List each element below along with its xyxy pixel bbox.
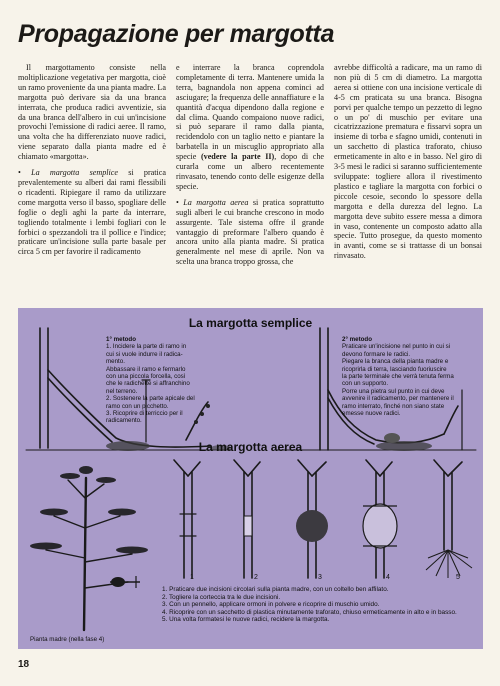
- caption-line: nel terreno.: [106, 387, 138, 395]
- page-number: 18: [18, 659, 30, 670]
- paragraph-aerea-detail: avrebbe difficoltà a radicare, ma un ramo di non più di 5 cm di diametro. La margotta aerea si ottiene con una incisione verticale di 4-5 cm praticata su una branca. Bisogna porvi per qualche tempo un pezzetto di legno o un po' di muschio per evitare una cicatrizzazione prematura e fissarvi sopra un insieme di torba e sfagno umidi, contenuti in un sacchetto di plastica traforato, chiuso ermeticamente in alto e in basso. Nel giro di 3-5 mesi le radici si saranno sufficientemente sviluppate: togliere allora il rivestimento plastico e tagliare la margotta con forbici o piccole cesoie, secondo lo spessore della margotta e della durezza del legno. La margotta deve subito essere messa a dimora in vaso, contenente un composto adatto alla specie. Tutto prosegue, da questo momento in avanti, come se si trattasse di un bonsai rinvasato.: [334, 63, 482, 261]
- bullet-glyph: •: [18, 168, 32, 178]
- caption-mother-plant: Pianta madre (nella fase 4): [30, 636, 105, 643]
- paragraph-margotta-semplice: [18, 168, 166, 257]
- step-item: 2. Togliere la corteccia tra le due incisioni.: [162, 593, 281, 601]
- caption-line: con un supporto.: [342, 380, 389, 388]
- article-body: [18, 63, 482, 307]
- cross-reference: (vedere la parte II): [200, 152, 275, 162]
- heading-margotta-aerea: La margotta aerea: [198, 440, 303, 454]
- caption-line: devono formare le radici.: [342, 350, 411, 358]
- caption-line: 2. Sostenere la parte apicale del: [106, 395, 195, 403]
- caption-line: Porre una pietra sul punto in cui deve: [342, 387, 445, 395]
- caption-line: Praticare un'incisione nel punto in cui si: [342, 343, 451, 351]
- illustration-panel: [18, 308, 483, 649]
- text-column-3: [334, 63, 482, 307]
- paragraph-text: e interrare la branca coprendola completamente di terra. Mantenere umida la terra, bagnandola non appena cominci ad asciugare; la frequenza delle annaffiature e la quantità d'acqua dipendono dalla regione e dal clima. Quando compaiono nuove radici, si può separare il ramo dalla pianta, recidendolo con un taglio netto e piantare la barbatella in un miscuglio appropriato alla specie: [176, 63, 324, 162]
- caption-line: avvenire il radicamento, per mantenere il: [342, 395, 454, 403]
- term-margotta-semplice: La margotta semplice: [31, 168, 119, 178]
- caption-line: con una piccola forcella, così: [106, 373, 186, 381]
- caption-line: 3. Ricoprire di terriccio per il: [106, 410, 183, 418]
- bullet-glyph: •: [176, 197, 184, 207]
- stage-number-4: 4: [386, 574, 390, 581]
- caption-line: ramo interrato, finché non siano state: [342, 402, 445, 410]
- stage-number-2: 2: [254, 574, 258, 581]
- caption-header: 2° metodo: [342, 336, 372, 343]
- caption-line: che le radichette si affranchino: [106, 380, 190, 388]
- caption-line: emesse nuove radici.: [342, 410, 401, 418]
- caption-line: Abbassare il ramo e fermarlo: [106, 365, 186, 373]
- page-title: Propagazione per margotta: [18, 20, 335, 48]
- paragraph-continuation: [176, 63, 324, 192]
- step-item: 5. Una volta formatesi le nuove radici, recidere la margotta.: [162, 616, 330, 623]
- illustration-mother-tree: [24, 458, 159, 633]
- caption-line: 1. Incidere la parte di ramo in: [106, 343, 187, 351]
- caption-line: radicamento.: [106, 417, 142, 425]
- step-item: 4. Ricoprire con un sacchetto di plastica minutamente traforato, chiuso ermeticamente in alto e in basso.: [162, 608, 457, 616]
- illustration-aerea-stages: [156, 458, 476, 588]
- stage-number-5: 5: [456, 574, 460, 581]
- term-margotta-aerea: La margotta aerea: [183, 197, 249, 207]
- paragraph-intro: Il margottamento consiste nella moltiplicazione vegetativa per margotta, cioè un ramo proveniente da una pianta madre. La margotta può derivare sia da una branca interrata, che produca radici avventizie, sia da una branca dell'albero in cui un'incisione provochi l'emissione di radici aeree. Il ramo, una volta che ha differenziato nuove radici, viene separato dalla pianta madre ed è chiamato «margotta».: [18, 63, 166, 162]
- paragraph-text: si pratica soprattutto sugli alberi le cui branche crescono in modo assurgente. Tale sistema offre il grande vantaggio di preformare l'albero quando è ancora unito alla pianta madre. Si pratica generalmente nel mese di aprile. Non va scelta una branca troppo grossa, che: [176, 197, 324, 267]
- caption-line: mento.: [106, 358, 125, 366]
- text-column-2: [176, 63, 324, 307]
- air-layering-steps: [162, 586, 472, 624]
- paragraph-margotta-aerea: [176, 198, 324, 267]
- step-item: 1. Praticare due incisioni circolari sulla pianta madre, con un coltello ben affilato.: [162, 586, 389, 593]
- caption-line: Piegare la branca della pianta madre e: [342, 358, 449, 366]
- paragraph-text: si pratica prevalentemente su alberi dai rami flessibili o ricadenti. Ripiegare il ramo da utilizzare come margotta verso il basso, spogliare delle foglie o degli aghi la parte da interrare, togliendo totalmente i lembi fogliari con le forbici o spezzandoli tra il pollice e l'indice; praticare un'incisione sulla parte basale per circa 5 cm per favorire il radicamento: [18, 168, 166, 257]
- caption-line: cui si vuole indurre il radica-: [106, 350, 183, 358]
- paragraph-text: , dopo di che curarla come un albero recentemente rinvasato, tenendo conto delle esigenze della specie.: [176, 152, 324, 191]
- heading-margotta-semplice: La margotta semplice: [188, 316, 313, 330]
- stage-number-1: 1: [190, 574, 194, 581]
- text-column-1: [18, 63, 166, 307]
- caption-header: 1° metodo: [106, 336, 136, 343]
- caption-line: la parte terminale che verrà tenuta ferma: [342, 373, 454, 381]
- caption-metodo-2: [342, 336, 477, 417]
- step-item: 3. Con un pennello, applicare ormoni in polvere e ricoprire di muschio umido.: [162, 601, 380, 608]
- caption-line: ricoprirla di terra, lasciando fuoriuscire: [342, 365, 447, 373]
- caption-line: ramo con un picchetto.: [106, 402, 169, 410]
- caption-metodo-1: [106, 336, 236, 425]
- stage-number-3: 3: [318, 574, 322, 581]
